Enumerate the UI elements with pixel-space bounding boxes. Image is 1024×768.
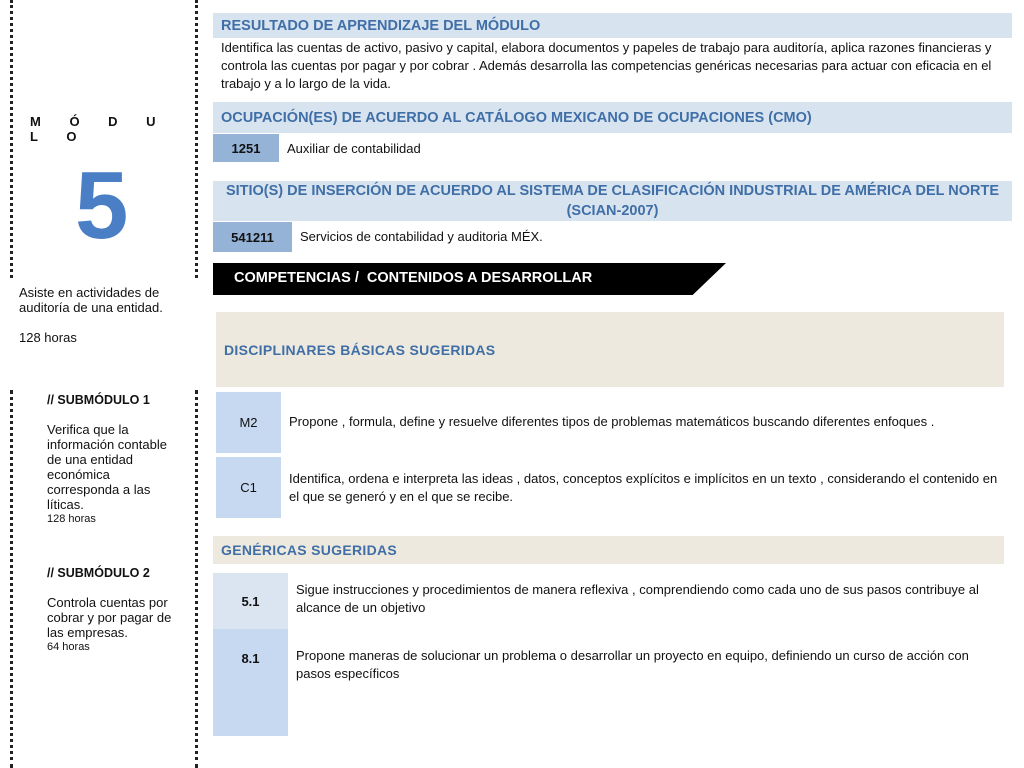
ocupacion-label: Auxiliar de contabilidad xyxy=(287,141,421,156)
generica-code-5-1: 5.1 xyxy=(213,573,288,629)
modulo-number: 5 xyxy=(75,152,129,259)
disciplinar-text-m2: Propone , formula, define y resuelve diferentes tipos de problemas matemáticos buscando diferentes enfoques . xyxy=(289,414,935,429)
resultado-heading: RESULTADO DE APRENDIZAJE DEL MÓDULO xyxy=(213,13,1012,38)
submodule-1 xyxy=(47,393,177,527)
submodule-2-title: // SUBMÓDULO 2 xyxy=(47,566,150,580)
right-dotted-divider-bottom xyxy=(195,390,198,768)
generica-text-8-1: Propone maneras de solucionar un problema o desarrollar un proyecto en equipo, definiendo un curso de acción con pasos específicos xyxy=(296,648,969,681)
sitio-label: Servicios de contabilidad y auditoria MÉX. xyxy=(300,229,543,244)
left-dotted-divider-bottom xyxy=(10,390,13,768)
submodule-1-text: Verifica que la información contable de una entidad económica corresponda a las líticas. xyxy=(47,422,167,512)
modulo-label: M Ó D U L O xyxy=(30,114,169,144)
sitio-heading: SITIO(S) DE INSERCIÓN DE ACUERDO AL SISTEMA DE CLASIFICACIÓN INDUSTRIAL DE AMÉRICA DEL NORTE (SCIAN-2007) xyxy=(213,181,1012,221)
right-dotted-divider-top xyxy=(195,0,198,278)
generica-code-8-1: 8.1 xyxy=(213,629,288,736)
modulo-hours: 128 horas xyxy=(19,330,77,345)
modulo-description: Asiste en actividades de auditoría de una entidad. xyxy=(19,285,163,315)
submodule-1-hours: 128 horas xyxy=(47,513,96,525)
competencias-banner-text: COMPETENCIAS / CONTENIDOS A DESARROLLAR xyxy=(234,270,593,286)
disciplinar-text-c1: Identifica, ordena e interpreta las ideas , datos, conceptos explícitos e implícitos en un texto , considerando el contenido en el que se generó y en el que se recibe. xyxy=(289,471,998,504)
sitio-code: 541211 xyxy=(213,222,292,252)
disciplinares-heading: DISCIPLINARES BÁSICAS SUGERIDAS xyxy=(216,312,1004,387)
generica-text-5-1: Sigue instrucciones y procedimientos de manera reflexiva , comprendiendo como cada uno de sus pasos contribuye al alcance de un objetivo xyxy=(296,582,979,615)
submodule-1-title: // SUBMÓDULO 1 xyxy=(47,393,150,407)
ocupacion-code: 1251 xyxy=(213,134,279,162)
submodule-2-hours: 64 horas xyxy=(47,641,90,653)
resultado-text: Identifica las cuentas de activo, pasivo y capital, elabora documentos y papeles de trabajo para auditoría, aplica razones financieras y controla las cuentas por pagar y por cobrar . Además desarrolla las competencias genéricas necesarias para actuar con eficacia en el trabajo y a lo largo de la vida. xyxy=(221,40,992,91)
disciplinar-code-c1: C1 xyxy=(216,457,281,518)
genericas-heading: GENÉRICAS SUGERIDAS xyxy=(213,536,1004,564)
submodule-2 xyxy=(47,566,177,655)
left-dotted-divider-top xyxy=(10,0,13,278)
ocupacion-heading: OCUPACIÓN(ES) DE ACUERDO AL CATÁLOGO MEXICANO DE OCUPACIONES (CMO) xyxy=(213,102,1012,133)
disciplinar-code-m2: M2 xyxy=(216,392,281,453)
submodule-2-text: Controla cuentas por cobrar y por pagar de las empresas. xyxy=(47,595,172,640)
